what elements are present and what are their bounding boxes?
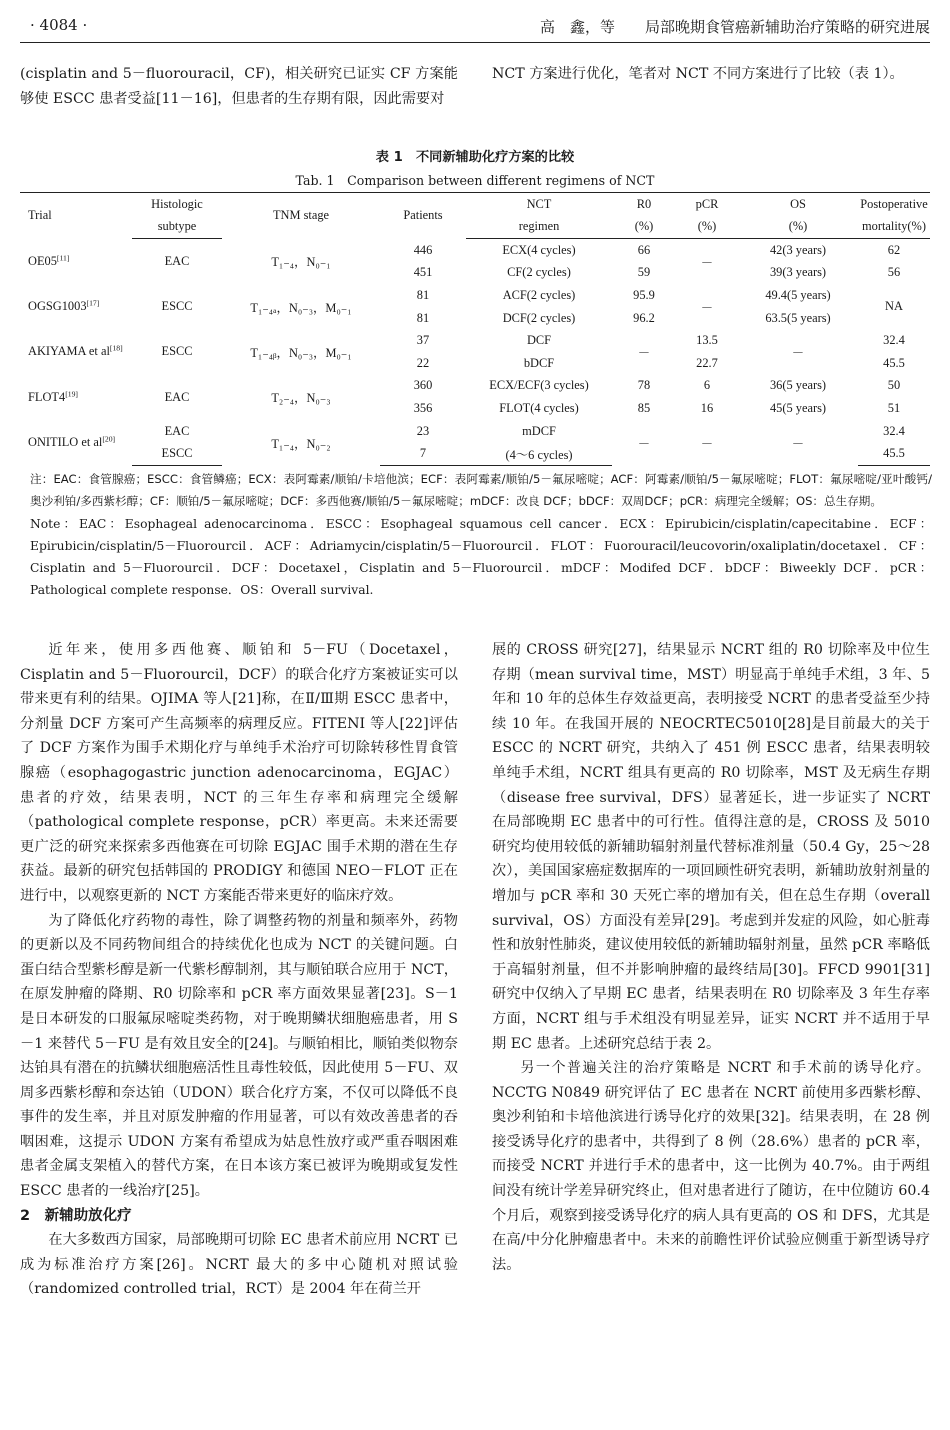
regimen-cell: (4～6 cycles) <box>466 442 612 465</box>
trial-name: FLOT4[19] <box>28 389 78 404</box>
trial-name: ONITILO et al[20] <box>28 434 116 450</box>
patients-cell: 23 <box>416 423 430 438</box>
intro-paragraph-left <box>20 62 458 111</box>
pcr-cell: 16 <box>700 400 714 415</box>
tnm-cell: T₂₋₄，N₀₋₃ <box>271 391 331 406</box>
intro-text-right: NCT 方案进行优化，笔者对 NCT 不同方案进行了比较（表 1）。 <box>492 66 904 82</box>
table-row <box>20 375 930 398</box>
pcr-cell: 22.7 <box>696 355 718 370</box>
regimen-cell: ECX(4 cycles) <box>502 242 576 257</box>
os-cell: 45(5 years) <box>769 400 827 415</box>
patients-cell: 446 <box>413 242 433 257</box>
mortality-cell: 62 <box>887 242 901 257</box>
table-row <box>20 284 930 307</box>
mortality-cell: 32.4 <box>883 423 905 438</box>
patients-cell: 22 <box>416 355 430 370</box>
r0-cell: 96.2 <box>633 310 655 325</box>
r0-cell: 95.9 <box>633 287 655 302</box>
os-cell: － <box>791 436 805 451</box>
trial-name: AKIYAMA et al[18] <box>28 343 123 359</box>
os-cell: 39(3 years) <box>769 265 827 280</box>
table-row <box>20 329 930 352</box>
header-r0: R0 <box>612 193 676 216</box>
paragraph-dcf: 近年来，使用多西他赛、顺铂和 5－FU（Docetaxel，Cisplatin and 5－Fluorourcil，DCF）的联合化疗方案被证实可以带来更有利的结果。OJIMA 等人[21]称，在Ⅱ/Ⅲ期 ESCC 患者中，分剂量 DCF 方案可产生高频率的病理反应。FITENI 等人[22]评估了 DCF 方案作为围手术期化疗与单纯手术治疗可切除转移性胃食管腺癌（esophagogastric junction adenocarcinoma，EGJAC）患者的疗效，结果表明，NCT 的三年生存率和病理完全缓解（pathological complete response，pCR）率更高。未来还需要更广泛的研究来探索多西他赛在可切除 EGJAC 围手术期的潜在生存获益。最新的研究包括韩国的 PRODIGY 和德国 NEO－FLOT 正在进行中，以观察更新的 NCT 方案能否带来更好的临床疗效。 <box>20 642 458 904</box>
header-subtype-2: subtype <box>132 216 222 239</box>
regimen-cell: FLOT(4 cycles) <box>499 400 579 415</box>
page-header <box>20 8 930 43</box>
mortality-cell: 45.5 <box>883 355 905 370</box>
page-number: · 4084 · <box>30 16 88 34</box>
mortality-cell: 56 <box>887 265 901 280</box>
body-right-column <box>492 638 930 1277</box>
header-pcr-unit: (%) <box>676 216 738 239</box>
regimen-cell: bDCF <box>523 355 555 370</box>
tnm-cell: T₁₋₄ₐ，N₀₋₃，M₀₋₁ <box>250 300 352 315</box>
patients-cell: 7 <box>380 442 466 465</box>
patients-cell: 356 <box>413 400 433 415</box>
header-trial: Trial <box>20 193 132 239</box>
pcr-cell: － <box>700 300 714 315</box>
paragraph-induction: 另一个普遍关注的治疗策略是 NCRT 和手术前的诱导化疗。NCCTG N0849 研究评估了 EC 患者在 NCRT 前使用多西紫杉醇、奥沙利铂和卡培他滨进行诱导化疗的效果[32]。结果表明，在 28 例接受诱导化疗的患者中，共得到了 8 例（28.6%）患者的 pCR 率，而接受 NCRT 并进行手术的患者中，这一比例为 40.7%。由于两组间没有统计学差异研究终止，但对患者进行了随访，在中位随访 60.4 个月后，观察到接受诱导化疗的病人具有更高的 OS 和 DFS，尤其是在高/中分化肿瘤患者中。未来的前瞻性评价试验应侧重于新型诱导疗法。 <box>492 1060 930 1273</box>
body-left-column <box>20 638 458 1302</box>
patients-cell: 37 <box>416 333 430 348</box>
subtype-cell: EAC <box>164 423 190 438</box>
paragraph-toxicity: 为了降低化疗药物的毒性，除了调整药物的剂量和频率外，药物的更新以及不同药物间组合的持续优化也成为 NCT 的关键问题。白蛋白结合型紫杉醇是新一代紫杉醇制剂，其与顺铂联合应用于 NCT，在原发肿瘤的降期、R0 切除率和 pCR 率方面效果显著[23]。S－1 是日本研发的口服氟尿嘧啶类药物，对于晚期鳞状细胞癌患者，用 S－1 来替代 5－FU 是有效且安全的[24]。与顺铂相比，顺铂类似物奈达铂具有潜在的抗鳞状细胞癌活性且毒性较低，因此使用 5－FU、双周多西紫杉醇和奈达铂（UDON）联合化疗方案，不仅可以降低不良事件的发生率，并且对原发肿瘤的作用显著，可以有效改善患者的吞咽困难，这提示 UDON 方案有希望成为姑息性放疗或严重吞咽困难患者金属支架植入的替代方案，在日本该方案已被评为晚期或复发性 ESCC 患者的一线治疗[25]。 <box>20 912 458 1200</box>
section-heading: 2 新辅助放化疗 <box>20 1207 132 1224</box>
subtype-cell: ESCC <box>161 299 193 314</box>
table-row <box>20 239 930 262</box>
regimen-cell: ACF(2 cycles) <box>502 287 576 302</box>
os-cell: 49.4(5 years) <box>765 287 831 302</box>
mortality-cell: 50 <box>887 378 901 393</box>
table-note-cn: 注：EAC：食管腺癌；ESCC：食管鳞癌；ECX：表阿霉素/顺铂/卡培他滨；ECF：表阿霉素/顺铂/5－氟尿嘧啶；ACF：阿霉素/顺铂/5－氟尿嘧啶；FLOT：氟尿嘧啶/亚叶酸钙/奥沙利铂/多西紫杉醇；CF：顺铂/5－氟尿嘧啶；DCF：多西他赛/顺铂/5－氟尿嘧啶；mDCF：改良 DCF；bDCF：双周DCF；pCR：病理完全缓解；OS：总生存期。 <box>30 472 932 509</box>
r0-cell: － <box>637 436 651 451</box>
mortality-cell: 51 <box>887 400 901 415</box>
patients-cell: 81 <box>416 310 430 325</box>
regimen-cell: ECX/ECF(3 cycles) <box>489 378 589 393</box>
os-cell: 36(5 years) <box>769 378 827 393</box>
mortality-cell: 45.5 <box>858 442 930 465</box>
patients-cell: 360 <box>413 378 433 393</box>
header-os-unit: (%) <box>738 216 858 239</box>
pcr-cell: － <box>700 255 714 270</box>
tnm-cell: T₁₋₄ᵦ，N₀₋₃，M₀₋₁ <box>250 345 352 360</box>
header-nct-2: regimen <box>466 216 612 239</box>
header-patients: Patients <box>380 193 466 239</box>
intro-paragraph-right <box>492 62 930 87</box>
subtype-cell: ESCC <box>132 442 222 465</box>
paragraph-cross: 展的 CROSS 研究[27]，结果显示 NCRT 组的 R0 切除率及中位生存期（mean survival time，MST）明显高于单纯手术组，3 年、5 年和 10 年的总体生存效益更高，表明接受 NCRT 的患者受益至少持续 10 年。在我国开展的 NEOCRTEC5010[28]是目前最大的关于 ESCC 的 NCRT 研究，共纳入了 451 例 ESCC 患者，结果表明较单纯手术组，NCRT 组具有更高的 R0 切除率，MST 及无病生存期（disease free survival，DFS）显著延长，进一步证实了 NCRT 在局部晚期 EC 患者中的可行性。值得注意的是，CROSS 及 5010 研究均使用较低的新辅助辐射剂量代替标准剂量（50.4 Gy，25～28 次），美国国家癌症数据库的一项回顾性研究表明，新辅助放射剂量的增加与 pCR 率和 30 天死亡率的增加有关，但在总生存期（overall survival，OS）方面没有差异[29]。考虑到并发症的风险，如心脏毒性和放射性肺炎，建议使用较低的新辅助辐射剂量，虽然 pCR 率略低于高辐射剂量，但不并影响肿瘤的最终结局[30]。FFCD 9901[31]研究中仅纳入了早期 EC 患者，结果表明在 R0 切除率及 3 年生存率方面，NCRT 组与手术组没有明显差异，证实 NCRT 并不适用于早期 EC 患者。上述研究总结于表 2。 <box>492 642 930 1052</box>
tnm-cell: T₁₋₄，N₀₋₁ <box>271 255 331 270</box>
os-cell: － <box>791 345 805 360</box>
table-caption-en: Tab. 1 Comparison between different regimens of NCT <box>295 173 655 188</box>
trial-name: OGSG1003[17] <box>28 298 100 314</box>
os-cell: 42(3 years) <box>769 242 827 257</box>
regimen-cell: DCF <box>526 333 552 348</box>
comparison-table <box>20 192 930 466</box>
header-os: OS <box>738 193 858 216</box>
table-caption-cn: 表 1 不同新辅助化疗方案的比较 <box>375 150 575 165</box>
header-mortality-2: mortality(%) <box>858 216 930 239</box>
running-title: 高 鑫，等 局部晚期食管癌新辅助治疗策略的研究进展 <box>539 18 930 36</box>
header-r0-unit: (%) <box>612 216 676 239</box>
tnm-cell: T₁₋₄，N₀₋₂ <box>271 436 331 451</box>
table-notes <box>30 468 932 602</box>
mortality-cell: 32.4 <box>883 333 905 348</box>
intro-text-left: (cisplatin and 5－fluorouracil，CF)，相关研究已证实 CF 方案能够使 ESCC 患者受益[11－16]，但患者的生存期有限，因此需要对 <box>20 66 458 107</box>
r0-cell: 59 <box>637 265 651 280</box>
r0-cell: － <box>637 345 651 360</box>
header-tnm: TNM stage <box>222 193 380 239</box>
paragraph-ncrt-intro: 在大多数西方国家，局部晚期可切除 EC 患者术前应用 NCRT 已成为标准治疗方案[26]。NCRT 最大的多中心随机对照试验（randomized controlled trial，RCT）是 2004 年在荷兰开 <box>20 1232 458 1298</box>
r0-cell: 78 <box>637 378 651 393</box>
header-subtype: Histologic <box>132 193 222 216</box>
patients-cell: 451 <box>413 265 433 280</box>
table-row <box>20 420 930 443</box>
pcr-cell: － <box>700 436 714 451</box>
r0-cell: 66 <box>637 242 651 257</box>
subtype-cell: EAC <box>164 389 190 404</box>
trial-name: OE05[11] <box>28 253 70 268</box>
r0-cell: 85 <box>637 400 651 415</box>
regimen-cell: mDCF <box>522 423 556 438</box>
regimen-cell: CF(2 cycles) <box>507 265 571 280</box>
mortality-cell: NA <box>885 299 903 314</box>
regimen-cell: DCF(2 cycles) <box>502 310 576 325</box>
subtype-cell: ESCC <box>161 344 193 359</box>
pcr-cell: 13.5 <box>696 333 718 348</box>
pcr-cell: 6 <box>703 378 711 393</box>
header-mortality: Postoperative <box>858 193 930 216</box>
patients-cell: 81 <box>416 287 430 302</box>
os-cell: 63.5(5 years) <box>765 310 831 325</box>
header-pcr: pCR <box>676 193 738 216</box>
table-note-en: Note：EAC：Esophageal adenocarcinoma．ESCC：Esophageal squamous cell cancer．ECX：Epirubicin/cisplatin/capecitabine．ECF：Epirubicin/cisplatin/5－Fluorourcil．ACF：Adriamycin/cisplatin/5－Fluorourcil．FLOT：Fuorouracil/leucovorin/oxaliplatin/docetaxel．CF：Cisplatin and 5－Fluorourcil．DCF：Docetaxel，Cisplatin and 5－Fluorourcil．mDCF：Modifed DCF．bDCF：Biweekly DCF．pCR：Pathological complete response．OS：Overall survival. <box>30 516 932 598</box>
subtype-cell: EAC <box>164 254 190 269</box>
header-nct: NCT <box>466 193 612 216</box>
